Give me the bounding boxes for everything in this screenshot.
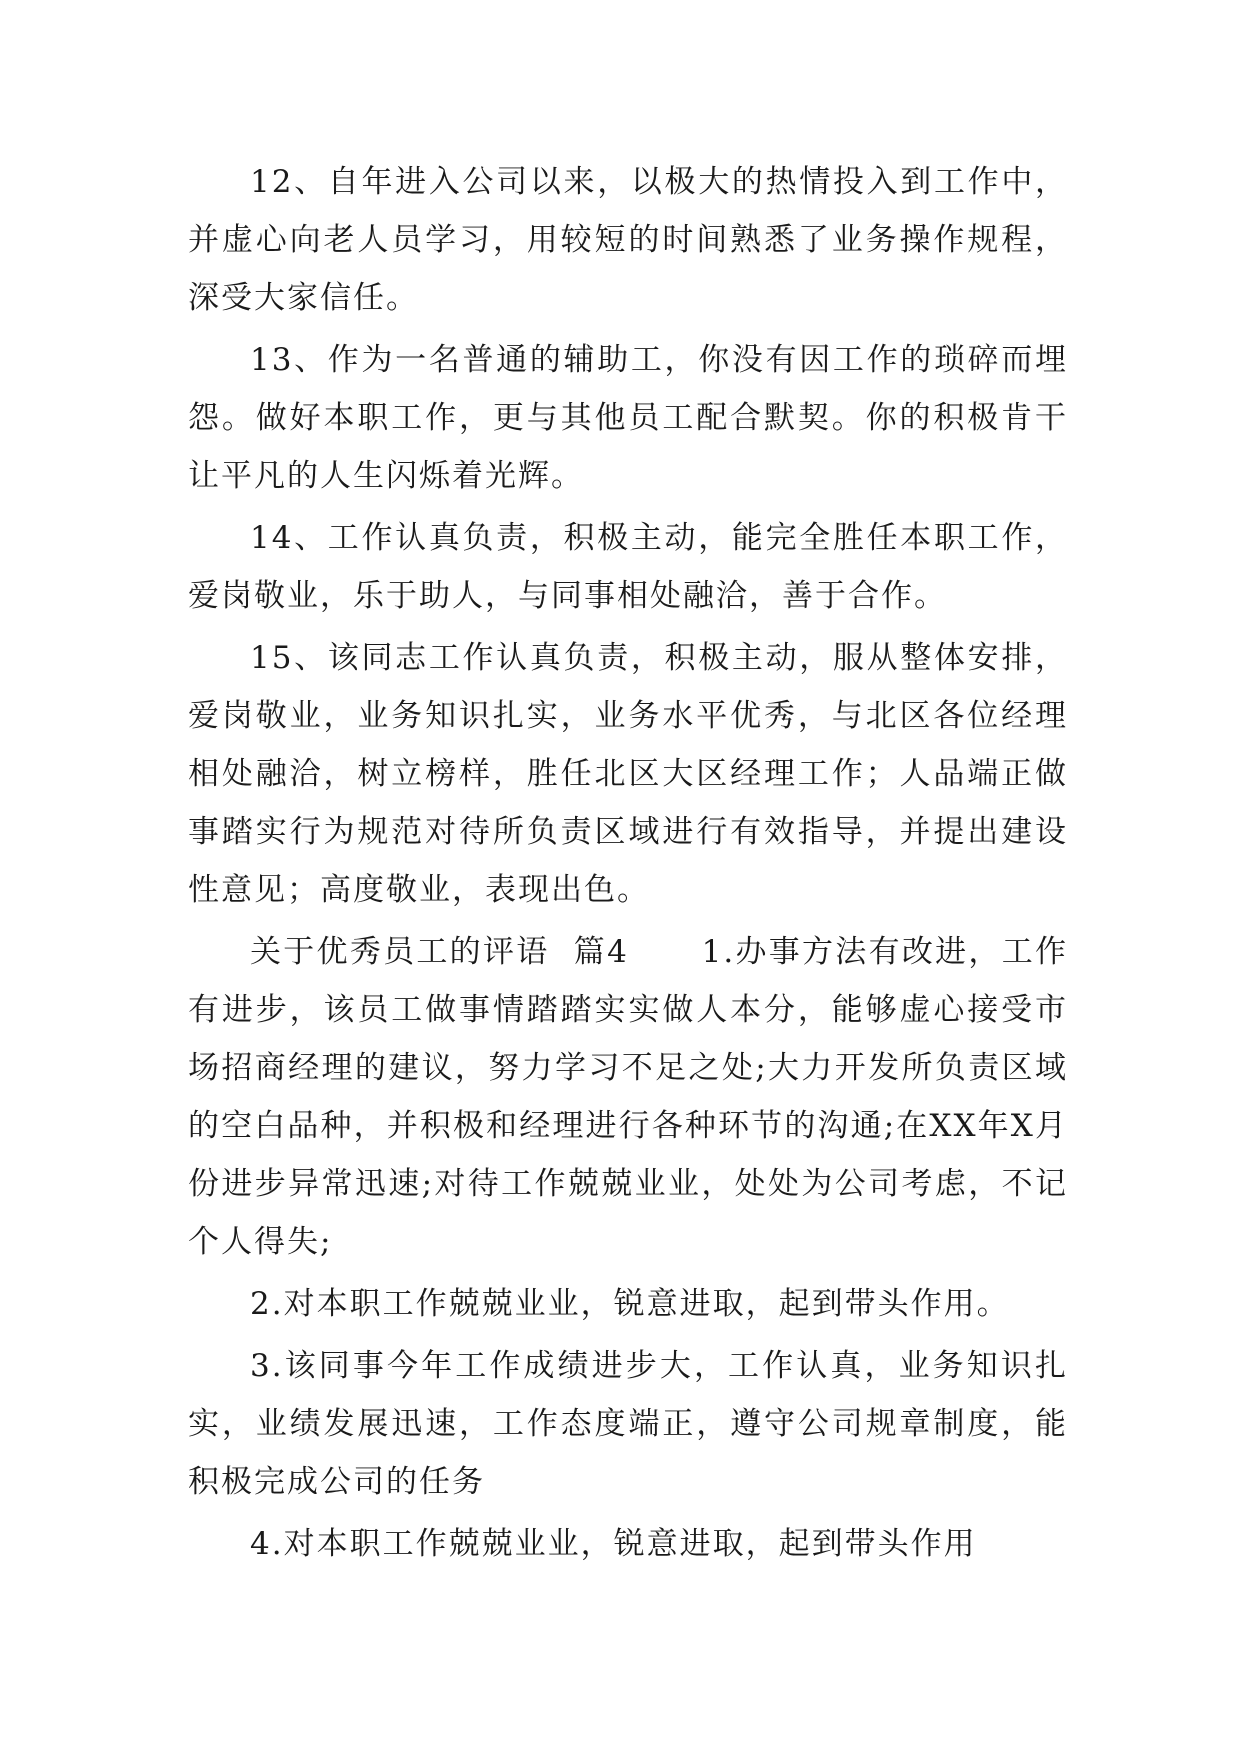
list-item-2: 2.对本职工作兢兢业业，锐意进取，起到带头作用。 bbox=[250, 1286, 1010, 1322]
paragraph-13: 13、作为一名普通的辅助工，你没有因工作的琐碎而埋怨。做好本职工作，更与其他员工配合默契。你的积极肯干让平凡的人生闪烁着光辉。 bbox=[188, 342, 1068, 494]
list-item-3: 3.该同事今年工作成绩进步大，工作认真，业务知识扎实，业绩发展迅速，工作态度端正，遵守公司规章制度，能积极完成公司的任务 bbox=[188, 1348, 1068, 1500]
list-item-4: 4.对本职工作兢兢业业，锐意进取，起到带头作用 bbox=[250, 1526, 977, 1562]
paragraph-14: 14、工作认真负责，积极主动，能完全胜任本职工作，爱岗敬业，乐于助人，与同事相处融洽，善于合作。 bbox=[188, 520, 1068, 614]
document-body bbox=[188, 153, 1068, 1577]
section-heading-paragraph: 关于优秀员工的评语 篇4 1.办事方法有改进，工作有进步，该员工做事情踏踏实实做人本分，能够虚心接受市场招商经理的建议，努力学习不足之处;大力开发所负责区域的空白品种，并积极和经理进行各种环节的沟通;在XX年X月份进步异常迅速;对待工作兢兢业业，处处为公司考虑，不记个人得失; bbox=[188, 934, 1068, 1260]
paragraph-12: 12、自年进入公司以来，以极大的热情投入到工作中，并虚心向老人员学习，用较短的时间熟悉了业务操作规程，深受大家信任。 bbox=[188, 164, 1068, 316]
paragraph-15: 15、该同志工作认真负责，积极主动，服从整体安排，爱岗敬业，业务知识扎实，业务水平优秀，与北区各位经理相处融洽，树立榜样，胜任北区大区经理工作；人品端正做事踏实行为规范对待所负责区域进行有效指导，并提出建设性意见；高度敬业，表现出色。 bbox=[188, 640, 1068, 908]
